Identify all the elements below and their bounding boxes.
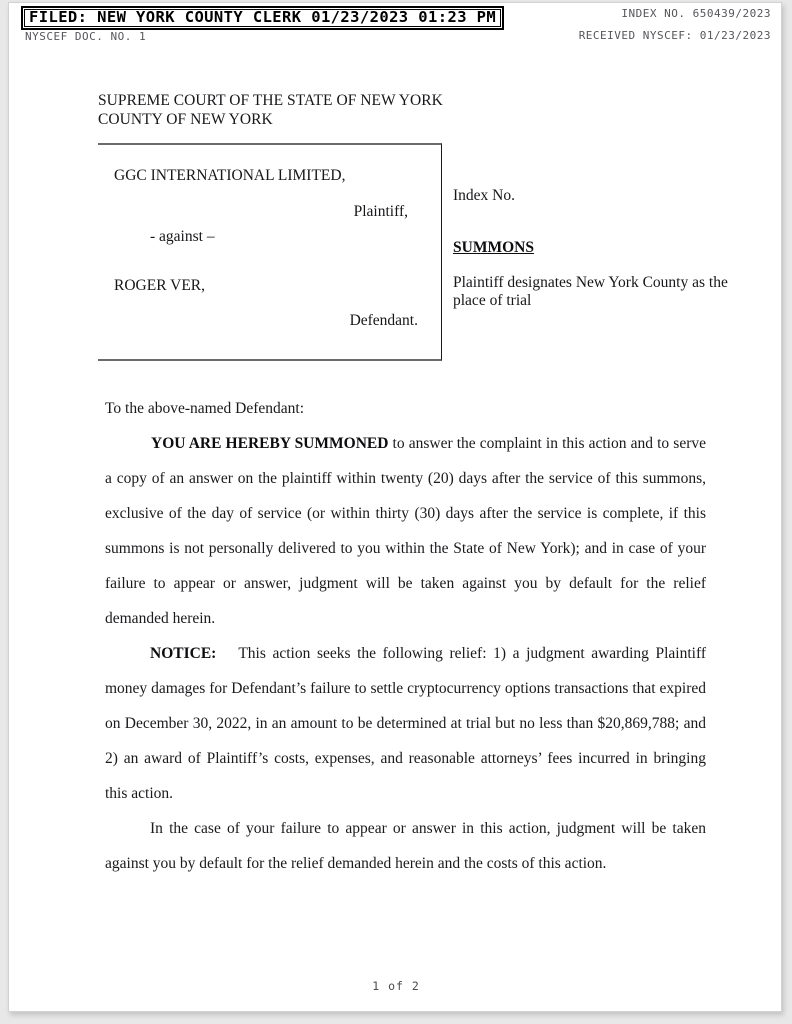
nyscef-header-band <box>9 3 783 59</box>
filed-stamp-box <box>21 6 504 30</box>
salutation-paragraph <box>105 391 706 426</box>
defendant-name: ROGER VER, <box>114 277 206 294</box>
summons-paragraph <box>105 426 706 636</box>
document-page <box>8 2 782 1012</box>
plaintiff-name: GGC INTERNATIONAL LIMITED, <box>114 167 346 184</box>
notice-paragraph-text: This action seeks the following relief: 1) a judgment awarding Plaintiff money damages for Defendant’s failure to settle cryptocurrency options transactions that expired on December 30, 2022, in an amount to be determined at trial but no less than $20,869,788; and 2) an award of Plaintiff’s costs, expenses, and reasonable attorneys’ fees incurred in bringing this action. <box>105 645 706 802</box>
plaintiff-role-label: Plaintiff, <box>353 203 408 220</box>
defendant-role-label: Defendant. <box>349 312 418 329</box>
court-county: COUNTY OF NEW YORK <box>98 110 273 128</box>
index-number-stamp: INDEX NO. 650439/2023 <box>621 7 771 20</box>
notice-emphasis: NOTICE: <box>150 645 217 662</box>
case-caption-block <box>98 143 728 361</box>
document-title: SUMMONS <box>453 239 534 256</box>
against-separator: - against – <box>150 228 215 245</box>
default-judgment-text: In the case of your failure to appear or answer in this action, judgment will be taken against you by default for the relief demanded herein and the costs of this action. <box>105 820 706 872</box>
summoned-emphasis: YOU ARE HEREBY SUMMONED <box>151 435 389 452</box>
document-body <box>105 391 706 881</box>
court-heading <box>98 92 443 129</box>
salutation-text: To the above-named Defendant: <box>105 400 305 417</box>
caption-parties-box <box>98 143 442 361</box>
filed-stamp-text: FILED: NEW YORK COUNTY CLERK 01/23/2023 01:23 PM <box>29 8 497 26</box>
summons-paragraph-text: to answer the complaint in this action and to serve a copy of an answer on the plaintiff within twenty (20) days after the service of this summons, exclusive of the day of service (or within thirty (30) days after the service is complete, if this summons is not personally delivered to you within the State of New York); and in case of your failure to appear or answer, judgment will be taken against you by default for the relief demanded herein. <box>105 435 706 627</box>
notice-paragraph <box>105 636 706 811</box>
court-name: SUPREME COURT OF THE STATE OF NEW YORK <box>98 92 443 109</box>
default-judgment-paragraph <box>105 811 706 881</box>
received-nyscef-stamp: RECEIVED NYSCEF: 01/23/2023 <box>578 29 771 42</box>
venue-statement: Plaintiff designates New York County as the place of trial <box>453 274 728 309</box>
page-number-footer: 1 of 2 <box>372 979 420 993</box>
index-no-label: Index No. <box>453 187 515 204</box>
nyscef-doc-number: NYSCEF DOC. NO. 1 <box>25 30 147 43</box>
